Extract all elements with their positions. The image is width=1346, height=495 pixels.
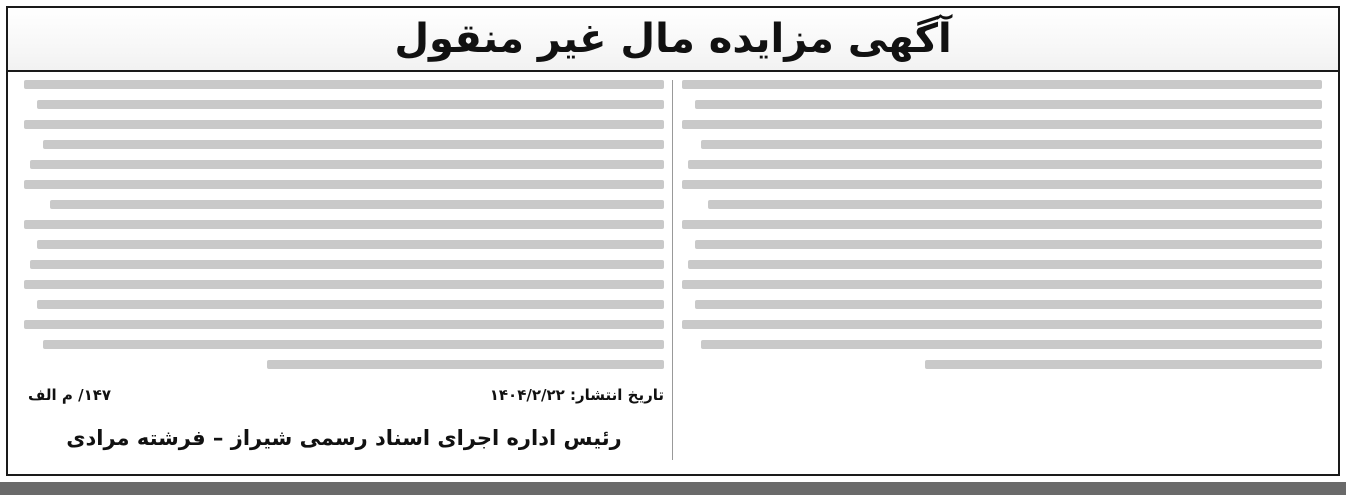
text-line-placeholder bbox=[37, 300, 664, 309]
text-line-placeholder bbox=[701, 340, 1322, 349]
text-line-placeholder bbox=[37, 240, 664, 249]
body-column-right bbox=[682, 80, 1322, 380]
text-line-placeholder bbox=[24, 220, 664, 229]
text-line-placeholder bbox=[682, 120, 1322, 129]
body-column-left bbox=[24, 80, 664, 380]
title-banner bbox=[8, 8, 1338, 72]
text-line-placeholder bbox=[695, 240, 1322, 249]
text-line-placeholder bbox=[682, 320, 1322, 329]
text-line-placeholder bbox=[688, 160, 1322, 169]
text-line-placeholder bbox=[43, 340, 664, 349]
text-line-placeholder bbox=[24, 320, 664, 329]
bottom-bar bbox=[0, 482, 1346, 495]
notice-frame bbox=[6, 6, 1340, 476]
text-line-placeholder bbox=[701, 140, 1322, 149]
text-line-placeholder bbox=[682, 220, 1322, 229]
publication-date: تاریخ انتشار: ۱۴۰۴/۲/۲۲ bbox=[489, 386, 664, 404]
notice-title: آگهی مزایده مال غیر منقول bbox=[394, 16, 952, 62]
column-divider bbox=[672, 80, 673, 460]
text-line-placeholder bbox=[682, 80, 1322, 89]
text-line-placeholder bbox=[682, 180, 1322, 189]
footer-block bbox=[24, 386, 664, 466]
text-line-placeholder bbox=[24, 180, 664, 189]
text-line-placeholder bbox=[267, 360, 664, 369]
text-line-placeholder bbox=[695, 300, 1322, 309]
text-line-placeholder bbox=[50, 200, 664, 209]
text-line-placeholder bbox=[30, 260, 664, 269]
text-line-placeholder bbox=[24, 80, 664, 89]
text-line-placeholder bbox=[925, 360, 1322, 369]
text-line-placeholder bbox=[24, 280, 664, 289]
reference-code: ۱۴۷/ م الف bbox=[28, 386, 112, 404]
text-line-placeholder bbox=[30, 160, 664, 169]
text-line-placeholder bbox=[688, 260, 1322, 269]
text-line-placeholder bbox=[37, 100, 664, 109]
text-line-placeholder bbox=[24, 120, 664, 129]
text-line-placeholder bbox=[43, 140, 664, 149]
text-line-placeholder bbox=[708, 200, 1322, 209]
text-line-placeholder bbox=[695, 100, 1322, 109]
signature-line: رئیس اداره اجرای اسناد رسمی شیراز – فرشته مرادی bbox=[66, 426, 622, 450]
text-line-placeholder bbox=[682, 280, 1322, 289]
